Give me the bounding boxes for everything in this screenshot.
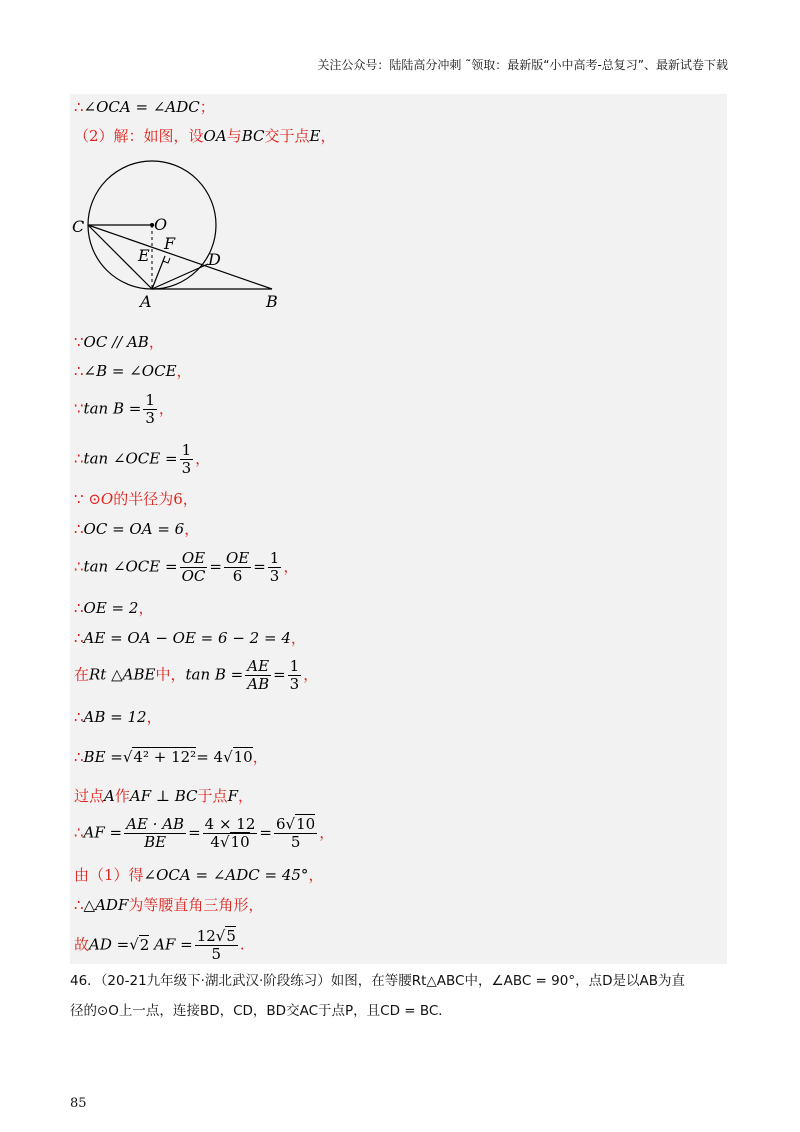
solution-line-14: ∴BE =√4² + 12²= 4√10， [74, 748, 268, 766]
question-46-line-2: 径的⊙O上一点，连接BD，CD，BD交AC于点P，且CD = BC． [70, 1003, 452, 1019]
solution-line-11: ∴AE = OA − OE = 6 − 2 = 4， [74, 629, 306, 647]
label-o: O [154, 215, 168, 234]
solution-line-17: 由（1）得∠OCA = ∠ADC = 45°， [74, 866, 324, 884]
solution-line-16: ∴AF = $\frac{AE \cdot AB}{BE}$ = $\frac{4 \times 12}{4√10}$ = $\frac{6√10}{5}$ ， [74, 815, 335, 851]
solution-line-3: ∵OC // AB， [74, 333, 164, 351]
label-c: C [72, 217, 85, 236]
solution-line-19: 故AD =√2 AF = $\frac{12√5}{5}$ . [74, 927, 245, 963]
solution-line-7: ∵ ⊙O的半径为6， [74, 490, 198, 508]
solution-line-12: 在Rt △ABE中，tan B = $\frac{AE}{AB}$ = $\frac{1}{3}$ ， [74, 657, 319, 693]
solution-line-10: ∴OE = 2， [74, 599, 154, 617]
label-d: D [208, 250, 221, 269]
solution-line-2: （2）解：如图，设OA与BC交于点E， [74, 127, 336, 145]
solution-line-1: ∴∠OCA = ∠ADC； [74, 98, 215, 116]
solution-line-8: ∴OC = OA = 6， [74, 520, 200, 538]
segment-cb [88, 225, 272, 289]
solution-line-15: 过点A作AF ⊥ BC于点F， [74, 787, 253, 805]
geometry-figure [70, 155, 310, 315]
solution-line-5: ∵tan B = $\frac{1}{3}$ ， [74, 391, 174, 427]
label-b: B [266, 292, 278, 311]
solution-line-18: ∴△ADF为等腰直角三角形， [74, 896, 264, 914]
label-e: E [138, 246, 150, 265]
page-header: 关注公众号：陆陆高分冲刺 ˜领取：最新版“小中高考-总复习”、最新试卷下载 [317, 58, 728, 72]
solution-line-4: ∴∠B = ∠OCE， [74, 362, 192, 380]
question-46-line-1: 46．（20-21九年级下·湖北武汉·阶段练习）如图，在等腰Rt△ABC中，∠ABC = 90°，点D是以AB为直 [70, 973, 685, 989]
solution-line-6: ∴tan ∠OCE = $\frac{1}{3}$ ， [74, 441, 211, 477]
page-number: 85 [70, 1096, 87, 1111]
solution-line-13: ∴AB = 12， [74, 708, 162, 726]
solution-line-9: ∴tan ∠OCE = $\frac{OE}{OC}$ = $\frac{OE}{6}$ = $\frac{1}{3}$ ， [74, 549, 299, 585]
label-a: A [140, 292, 152, 311]
label-f: F [164, 234, 176, 253]
